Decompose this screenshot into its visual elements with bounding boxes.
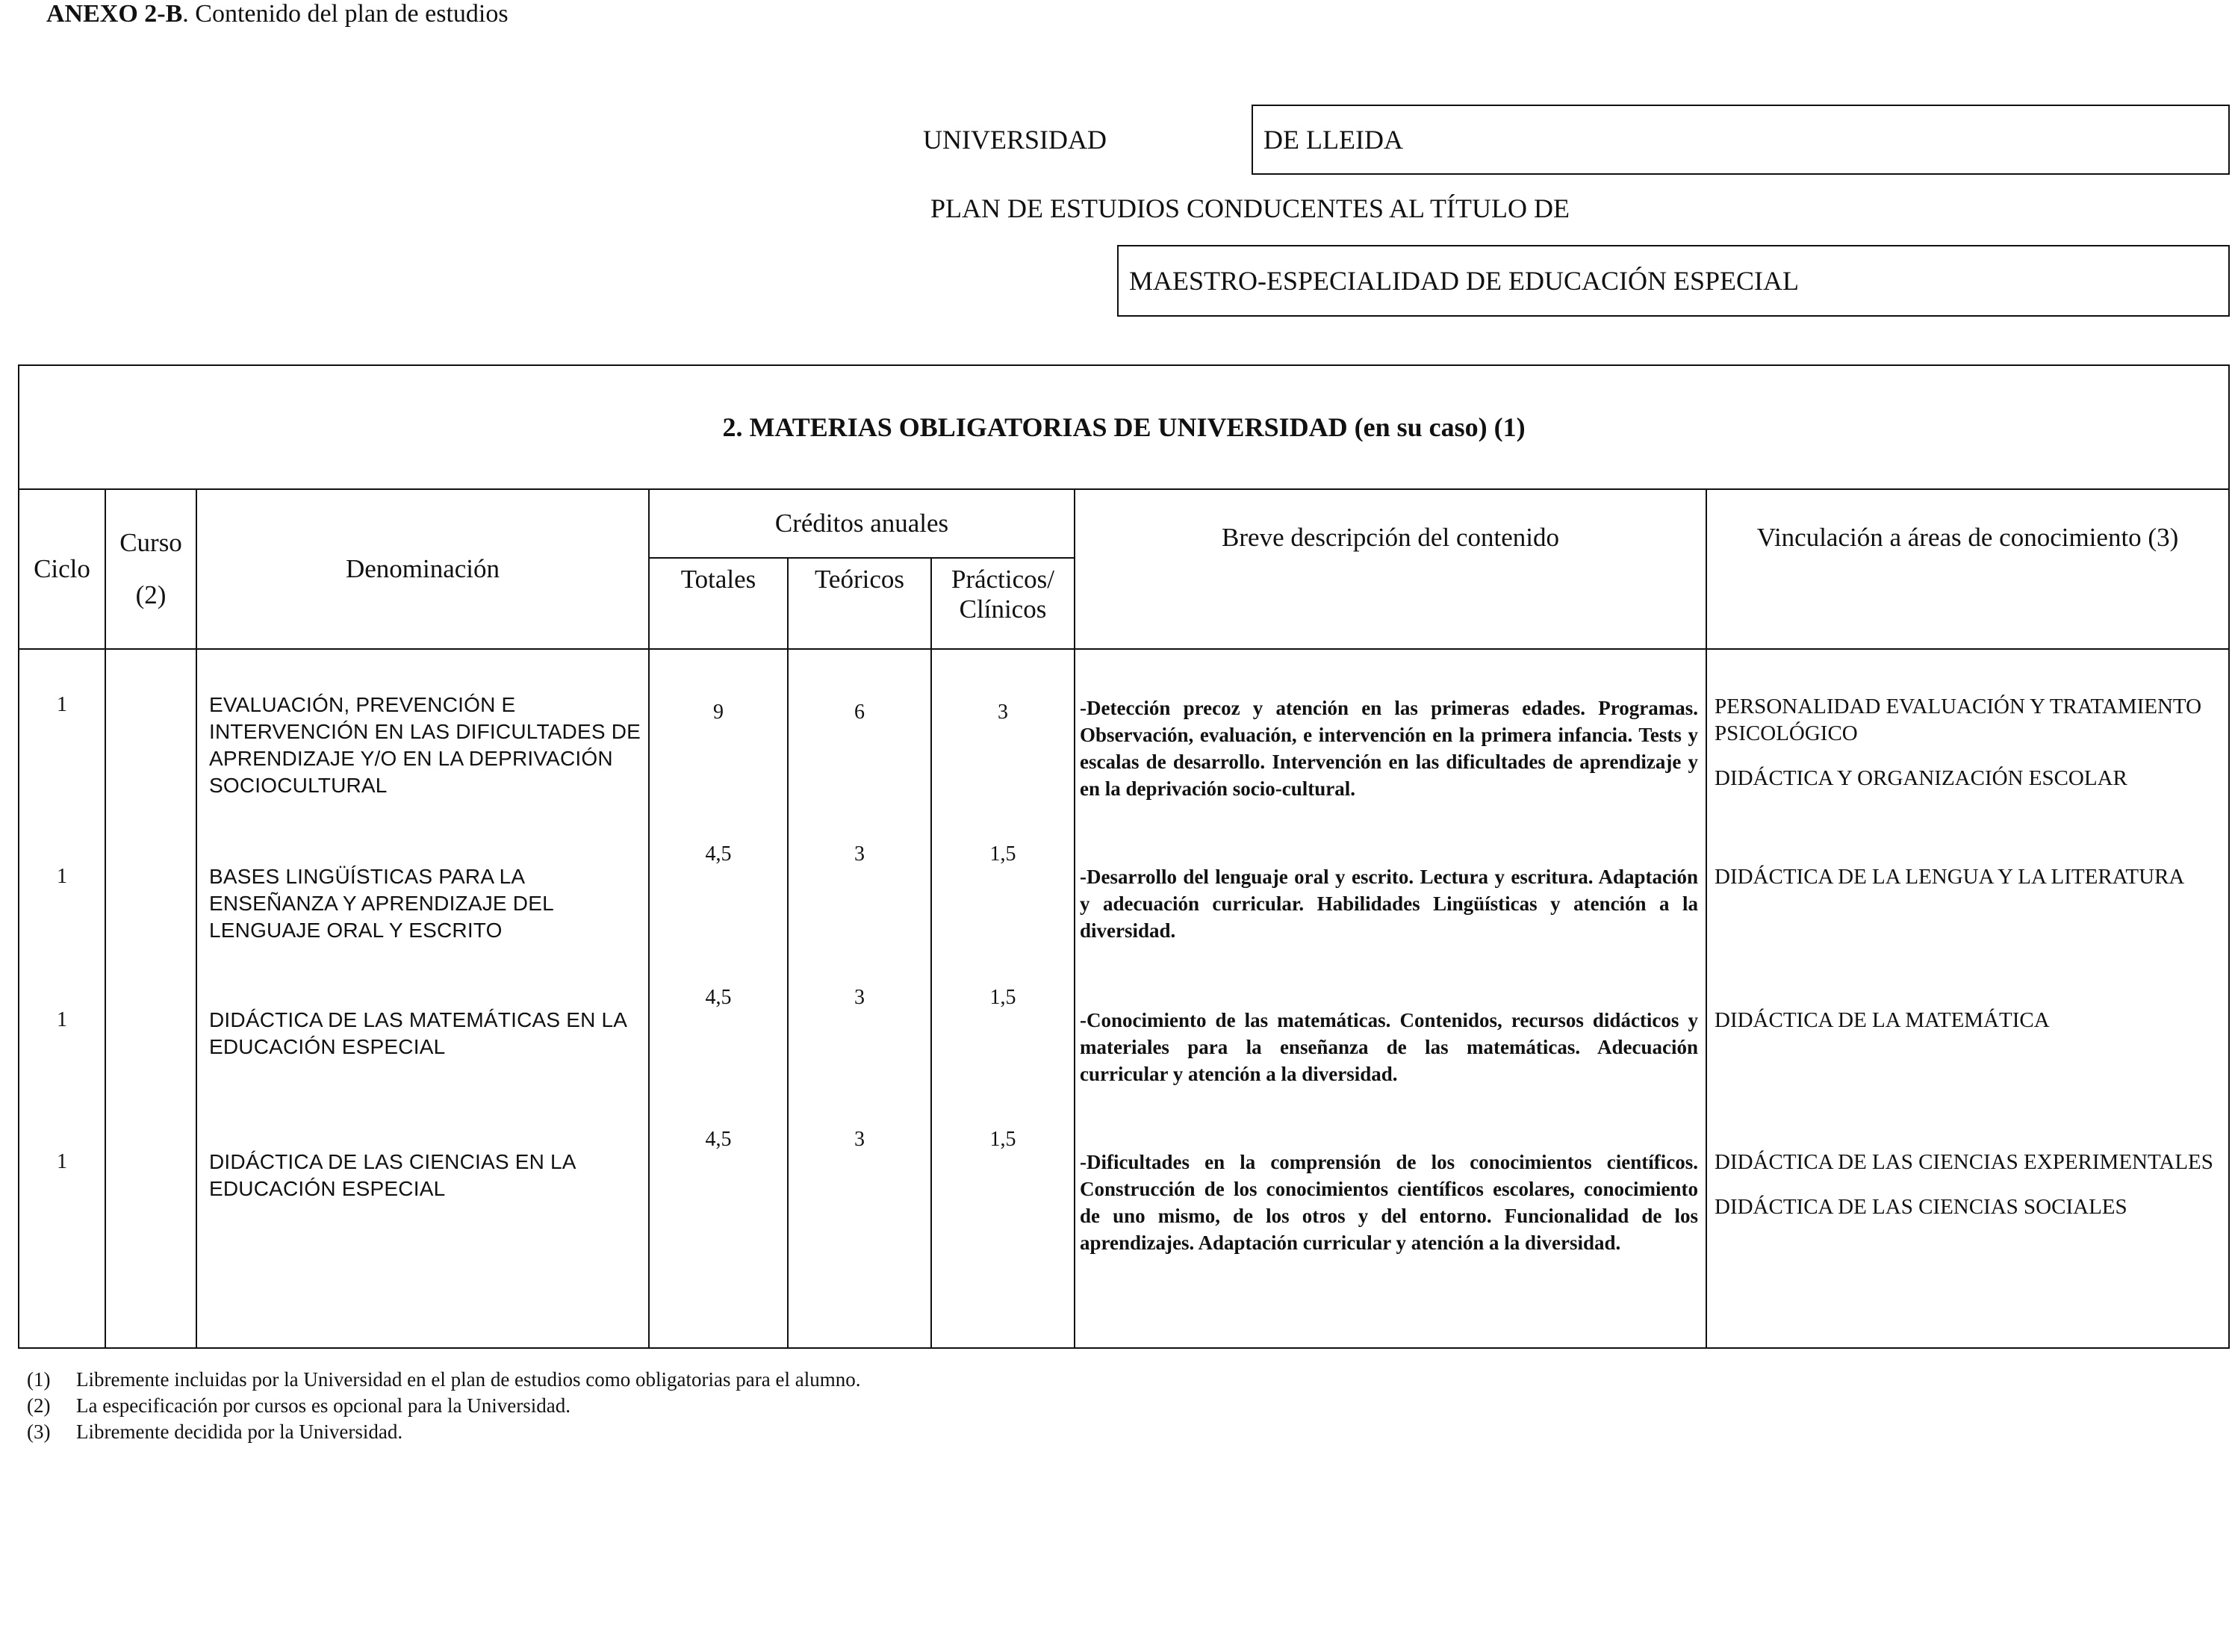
subject-name: BASES LINGÜÍSTICAS PARA LA ENSEÑANZA Y APRENDIZAJE DEL LENGUAJE ORAL Y ESCRITO	[209, 865, 553, 942]
knowledge-areas	[1715, 693, 2221, 810]
knowledge-area: DIDÁCTICA DE LA LENGUA Y LA LITERATURA	[1715, 865, 2185, 889]
practicos-value: 1,5	[989, 1128, 1016, 1151]
knowledge-areas	[1715, 1149, 2221, 1238]
plan-label: PLAN DE ESTUDIOS CONDUCENTES AL TÍTULO DE	[930, 193, 1570, 223]
header-teoricos: Teóricos	[788, 558, 931, 649]
header-descripcion: Breve descripción del contenido	[1075, 489, 1706, 649]
column-denominacion	[196, 649, 649, 1348]
annex-number: ANEXO 2-B	[46, 0, 183, 28]
university-value: DE LLEIDA	[1263, 125, 1403, 155]
header-denominacion: Denominación	[196, 489, 649, 649]
knowledge-area: DIDÁCTICA DE LAS CIENCIAS SOCIALES	[1715, 1195, 2127, 1219]
totales-value: 9	[713, 701, 724, 724]
subject-description: -Desarrollo del lenguaje oral y escrito. Lectura y escritura. Adaptación y adecuación curricular. Habilidades Lingüísticas y atención a la diversidad.	[1080, 866, 1698, 942]
degree-value: MAESTRO-ESPECIALIDAD DE EDUCACIÓN ESPECIAL	[1129, 266, 1799, 296]
footnote-text: Libremente incluidas por la Universidad en el plan de estudios como obligatorias para el alumno.	[76, 1368, 861, 1391]
knowledge-area: DIDÁCTICA DE LA MATEMÁTICA	[1715, 1008, 2050, 1032]
ciclo-value: 1	[57, 1150, 67, 1173]
header-curso-label: Curso	[119, 528, 182, 557]
footnote-text: Libremente decidida por la Universidad.	[76, 1420, 403, 1443]
header-clinicos-label: Clínicos	[959, 594, 1047, 624]
footnote-text: La especificación por cursos es opcional para la Universidad.	[76, 1394, 571, 1417]
knowledge-area: DIDÁCTICA DE LAS CIENCIAS EXPERIMENTALES	[1715, 1150, 2213, 1174]
subjects-table	[18, 364, 2230, 1349]
ciclo-value: 1	[57, 865, 67, 888]
table-row	[19, 649, 2229, 1348]
practicos-value: 1,5	[989, 986, 1016, 1009]
subject-description: -Conocimiento de las matemáticas. Contenidos, recursos didácticos y materiales para la enseñanza de las matemáticas. Adecuación curricular y atención a la diversidad.	[1080, 1009, 1698, 1085]
subject-name: DIDÁCTICA DE LAS CIENCIAS EN LA EDUCACIÓN ESPECIAL	[209, 1150, 576, 1200]
footnote	[27, 1367, 860, 1393]
header-practicos-label: Prácticos/	[951, 565, 1055, 594]
knowledge-area: PERSONALIDAD EVALUACIÓN Y TRATAMIENTO PSICOLÓGICO	[1715, 695, 2202, 745]
totales-value: 4,5	[705, 1128, 732, 1151]
totales-value: 4,5	[705, 986, 732, 1009]
column-ciclo	[19, 649, 105, 1348]
section-title: 2. MATERIAS OBLIGATORIAS DE UNIVERSIDAD (en su caso) (1)	[19, 365, 2229, 489]
header-totales: Totales	[649, 558, 788, 649]
knowledge-areas	[1715, 1007, 2221, 1052]
knowledge-areas	[1715, 863, 2221, 908]
practicos-value: 1,5	[989, 842, 1016, 866]
teoricos-value: 3	[854, 842, 865, 866]
footnote-number: (2)	[27, 1394, 51, 1417]
subject-name: EVALUACIÓN, PREVENCIÓN E INTERVENCIÓN EN LAS DIFICULTADES DE APRENDIZAJE Y/O EN LA DEPRIVACIÓN SOCIOCULTURAL	[209, 693, 641, 797]
university-field	[1252, 105, 2230, 175]
totales-value: 4,5	[705, 842, 732, 866]
column-descripcion	[1075, 649, 1706, 1348]
column-practicos	[931, 649, 1075, 1348]
header-vinculacion: Vinculación a áreas de conocimiento (3)	[1706, 489, 2229, 649]
footnotes	[27, 1367, 860, 1445]
annex-subtitle: . Contenido del plan de estudios	[182, 0, 509, 28]
subject-description: -Detección precoz y atención en las primeras edades. Programas. Observación, evaluación, e intervención en la primera infancia. Tests y escalas de desarrollo. Intervención en las dificultades de aprendizaje y en la deprivación socio-cultural.	[1080, 697, 1698, 800]
knowledge-area: DIDÁCTICA Y ORGANIZACIÓN ESCOLAR	[1715, 766, 2127, 790]
column-totales	[649, 649, 788, 1348]
column-teoricos	[788, 649, 931, 1348]
degree-field	[1117, 245, 2230, 317]
teoricos-value: 6	[854, 701, 865, 724]
header-curso-note: (2)	[135, 580, 167, 609]
header-practicos	[931, 558, 1075, 649]
practicos-value: 3	[998, 701, 1008, 724]
subject-description: -Dificultades en la comprensión de los conocimientos científicos. Construcción de los conocimientos científicos escolares, conocimiento de uno mismo, de los otros y del entorno. Funcionalidad de los aprendizajes. Adaptación curricular y atención a la diversidad.	[1080, 1151, 1698, 1254]
footnote	[27, 1393, 860, 1419]
column-vinculacion	[1706, 649, 2229, 1348]
footnote	[27, 1419, 860, 1445]
university-label: UNIVERSIDAD	[923, 125, 1107, 155]
teoricos-value: 3	[854, 986, 865, 1009]
subject-name: DIDÁCTICA DE LAS MATEMÁTICAS EN LA EDUCACIÓN ESPECIAL	[209, 1008, 627, 1058]
ciclo-value: 1	[57, 693, 67, 716]
ciclo-value: 1	[57, 1008, 67, 1031]
column-curso	[105, 649, 196, 1348]
teoricos-value: 3	[854, 1128, 865, 1151]
header-curso	[105, 489, 196, 649]
annex-title	[46, 1, 509, 27]
footnote-number: (3)	[27, 1420, 51, 1443]
footnote-number: (1)	[27, 1368, 51, 1391]
header-ciclo: Ciclo	[19, 489, 105, 649]
header-creditos: Créditos anuales	[649, 489, 1075, 558]
